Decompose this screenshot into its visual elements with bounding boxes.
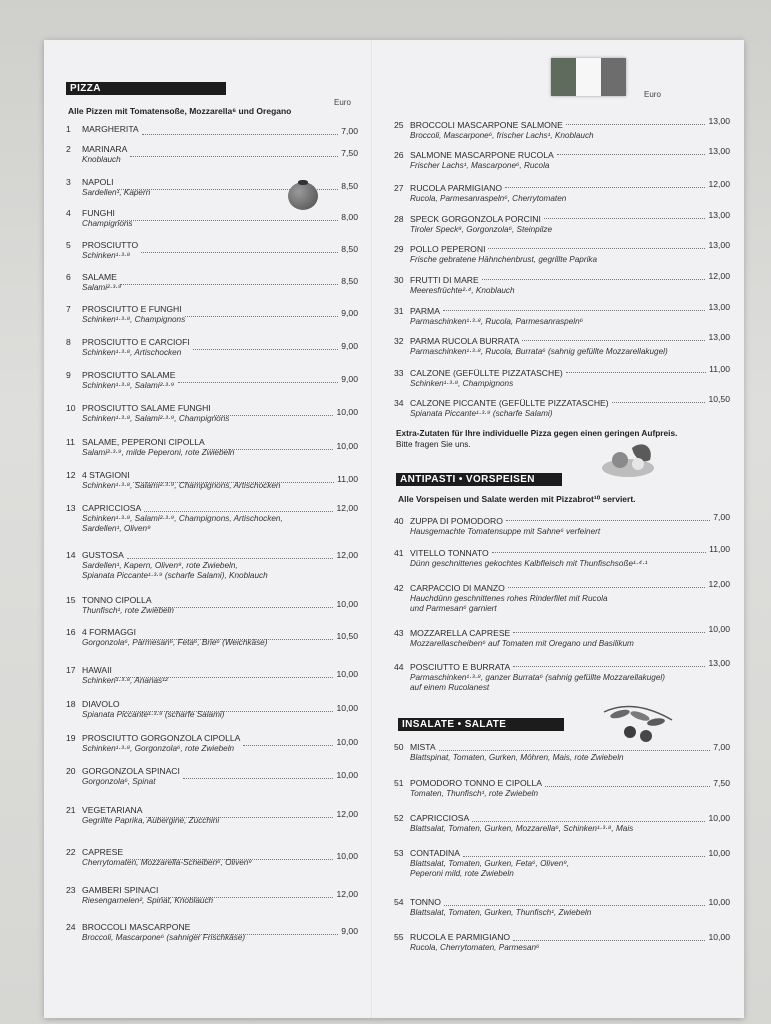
item-number: 29: [394, 244, 404, 254]
item-price: 8,50: [341, 181, 358, 191]
item-number: 13: [66, 503, 76, 513]
item-number: 34: [394, 398, 404, 408]
item-name: PROSCIUTTO: [82, 240, 139, 250]
item-price: 8,50: [341, 276, 358, 286]
item-price: 12,00: [336, 889, 358, 899]
item-description: Schinken¹·³·⁸, Gorgonzola⁶, rote Zwiebeln: [82, 743, 235, 753]
herbs-olives-icon: [600, 702, 676, 746]
item-number: 42: [394, 583, 404, 593]
item-price: 10,00: [708, 897, 730, 907]
item-description: Parmaschinken¹·³·⁸, ganzer Burrata⁶ (sahnig gefüllte Mozzarellakugel): [410, 672, 665, 682]
item-number: 18: [66, 699, 76, 709]
item-description: Rucola, Parmesanraspeln⁶, Cherrytomaten: [410, 193, 567, 203]
item-price: 13,00: [708, 332, 730, 342]
antipasti-intro: Alle Vorspeisen und Salate werden mit Pizzabrot¹⁰ serviert.: [398, 494, 636, 504]
item-number: 55: [394, 932, 404, 942]
item-name: MOZZARELLA CAPRESE: [410, 628, 511, 638]
pizza-heading: PIZZA: [66, 82, 226, 95]
center-fold: [371, 40, 373, 1018]
item-number: 40: [394, 516, 404, 526]
item-name: 4 STAGIONI: [82, 470, 130, 480]
item-description: Cherrytomaten, Mozzarella-Scheiben⁶, Oliven⁹: [82, 857, 252, 867]
item-number: 22: [66, 847, 76, 857]
price-leader: [141, 252, 338, 253]
item-price: 7,00: [713, 742, 730, 752]
item-number: 27: [394, 183, 404, 193]
item-name: SALMONE MASCARPONE RUCOLA: [410, 150, 554, 160]
item-price: 10,00: [708, 932, 730, 942]
item-name: CARPACCIO DI MANZO: [410, 583, 505, 593]
price-leader: [463, 856, 705, 857]
price-leader: [522, 340, 705, 341]
item-description: Frischer Lachs¹, Mascarpone⁶, Rucola: [410, 160, 550, 170]
item-name: CAPRICCIOSA: [410, 813, 470, 823]
item-price: 11,00: [337, 474, 358, 484]
item-number: 10: [66, 403, 76, 413]
item-name: FUNGHI: [82, 208, 115, 218]
item-description: Parmaschinken¹·³·⁸, Rucola, Parmesanraspeln⁶: [410, 316, 584, 326]
item-description: Broccoli, Mascarpone⁶, frischer Lachs¹, Knoblauch: [410, 130, 594, 140]
item-number: 6: [66, 272, 71, 282]
item-description-line2: Peperoni mild, rote Zwiebeln: [410, 869, 514, 878]
price-leader: [492, 552, 706, 553]
item-description: Rucola, Cherrytomaten, Parmesan⁶: [410, 942, 540, 952]
price-leader: [513, 940, 705, 941]
item-number: 7: [66, 304, 71, 314]
price-leader: [118, 220, 338, 221]
item-description: Schinken¹·³·⁸, Ananas¹²: [82, 675, 168, 685]
item-number: 33: [394, 368, 404, 378]
item-price: 13,00: [708, 116, 730, 126]
item-name: SPECK GORGONZOLA PORCINI: [410, 214, 541, 224]
item-name: MISTA: [410, 742, 436, 752]
item-price: 10,50: [708, 394, 730, 404]
item-name: GORGONZOLA SPINACI: [82, 766, 180, 776]
item-name: NAPOLI: [82, 177, 114, 187]
price-leader: [214, 415, 333, 416]
item-number: 21: [66, 805, 76, 815]
item-price: 10,00: [336, 770, 358, 780]
item-price: 9,00: [341, 308, 358, 318]
item-price: 9,00: [341, 341, 358, 351]
item-name: GUSTOSA: [82, 550, 124, 560]
item-name: RUCOLA PARMIGIANO: [410, 183, 503, 193]
item-number: 54: [394, 897, 404, 907]
item-description: Riesengarnelen², Spinat, Knoblauch: [82, 895, 214, 905]
item-number: 16: [66, 627, 76, 637]
item-name: PROSCIUTTO SALAME: [82, 370, 176, 380]
item-number: 8: [66, 337, 71, 347]
item-price: 11,00: [709, 544, 730, 554]
price-leader: [545, 786, 710, 787]
price-leader: [130, 156, 338, 157]
item-number: 4: [66, 208, 71, 218]
extra-toppings-ask: Bitte fragen Sie uns.: [396, 439, 471, 449]
item-description: Schinken¹·³·⁸: [82, 250, 131, 260]
price-leader: [155, 607, 333, 608]
item-name: MARGHERITA: [82, 124, 139, 134]
item-name: VEGETARIANA: [82, 805, 143, 815]
item-name: TONNO: [410, 897, 441, 907]
item-description: Broccoli, Mascarpone⁶ (sahniger Frischkäse): [82, 932, 246, 942]
item-price: 13,00: [708, 146, 730, 156]
item-price: 10,00: [336, 851, 358, 861]
price-leader: [544, 218, 705, 219]
item-number: 31: [394, 306, 404, 316]
item-name: PROSCIUTTO E FUNGHI: [82, 304, 182, 314]
price-leader: [439, 750, 710, 751]
item-number: 43: [394, 628, 404, 638]
item-name: SALAME: [82, 272, 117, 282]
item-description: Blattspinat, Tomaten, Gurken, Möhren, Mais, rote Zwiebeln: [410, 752, 624, 762]
item-number: 1: [66, 124, 71, 134]
item-name: CONTADINA: [410, 848, 460, 858]
item-price: 8,00: [341, 212, 358, 222]
item-number: 14: [66, 550, 76, 560]
antipasti-food-icon: [598, 438, 662, 482]
item-description: Tiroler Speck⁸, Gorgonzola⁶, Steinpilze: [410, 224, 553, 234]
item-price: 10,50: [336, 631, 358, 641]
item-price: 13,00: [708, 658, 730, 668]
item-description: Thunfisch¹, rote Zwiebeln: [82, 605, 174, 615]
item-name: CAPRICCIOSA: [82, 503, 142, 513]
item-price: 10,00: [336, 441, 358, 451]
item-price: 13,00: [708, 210, 730, 220]
item-price: 10,00: [336, 703, 358, 713]
price-leader: [482, 279, 705, 280]
price-leader: [566, 372, 706, 373]
item-number: 51: [394, 778, 404, 788]
item-description: Hauchdünn geschnittenes rohes Rinderfilet mit Rucola: [410, 593, 608, 603]
price-leader: [506, 520, 710, 521]
item-number: 24: [66, 922, 76, 932]
item-name: POLLO PEPERONI: [410, 244, 486, 254]
item-number: 25: [394, 120, 404, 130]
item-price: 13,00: [708, 302, 730, 312]
item-description: Knoblauch: [82, 154, 121, 164]
item-price: 10,00: [336, 599, 358, 609]
price-leader: [243, 745, 333, 746]
item-price: 9,00: [341, 926, 358, 936]
item-name: SALAME, PEPERONI CIPOLLA: [82, 437, 205, 447]
item-price: 9,00: [341, 374, 358, 384]
item-number: 30: [394, 275, 404, 285]
item-price: 13,00: [708, 240, 730, 250]
item-description: Schinken¹·³·⁸, Artischocken: [82, 347, 182, 357]
price-leader: [612, 402, 705, 403]
item-price: 7,50: [713, 778, 730, 788]
item-description-line2: und Parmesan⁶ garniert: [410, 604, 497, 613]
item-description: Sardellen¹, Kapern, Oliven⁹, rote Zwiebeln,: [82, 560, 238, 570]
item-description-line2: Spianata Piccante¹·³·⁹ (scharfe Salami), Knoblauch: [82, 571, 268, 580]
item-price: 12,00: [708, 579, 730, 589]
menu-sheet: [44, 40, 744, 1018]
price-leader: [144, 511, 333, 512]
euro-label-right: Euro: [644, 90, 661, 99]
item-number: 44: [394, 662, 404, 672]
item-name: PROSCIUTTO E CARCIOFI: [82, 337, 190, 347]
item-description: Schinken¹·³·⁸, Champignons: [410, 378, 514, 388]
insalate-heading: INSALATE • SALATE: [398, 718, 564, 731]
item-description: Hausgemachte Tomatensuppe mit Sahne⁶ verfeinert: [410, 526, 601, 536]
item-description: Spianata Piccante¹·³·⁹ (scharfe Salami): [82, 709, 225, 719]
item-description: Blattsalat, Tomaten, Gurken, Mozzarella⁶, Schinken¹·³·⁸, Mais: [410, 823, 634, 833]
item-description: Salami²·³·⁹: [82, 282, 122, 292]
item-number: 28: [394, 214, 404, 224]
item-price: 10,00: [708, 813, 730, 823]
item-description-line2: Sardellen¹, Oliven⁹: [82, 524, 151, 533]
item-description: Blattsalat, Tomaten, Gurken, Feta⁶, Oliven⁹,: [410, 858, 570, 868]
item-number: 41: [394, 548, 404, 558]
item-description: Gorgonzola⁶, Parmesan⁶, Feta⁶, Brie⁶ (Weichkäse): [82, 637, 268, 647]
price-leader: [557, 154, 705, 155]
item-number: 32: [394, 336, 404, 346]
price-leader: [566, 124, 705, 125]
item-name: ZUPPA DI POMODORO: [410, 516, 503, 526]
price-leader: [488, 248, 705, 249]
price-leader: [444, 905, 705, 906]
item-name: CALZONE (GEFÜLLTE PIZZATASCHE): [410, 368, 563, 378]
italian-flag-icon: [551, 58, 626, 96]
price-leader: [513, 666, 705, 667]
item-description: Meeresfrüchte²·⁴, Knoblauch: [410, 285, 515, 295]
price-leader: [120, 284, 338, 285]
item-number: 19: [66, 733, 76, 743]
price-leader: [142, 134, 338, 135]
item-price: 10,00: [336, 669, 358, 679]
item-description: Dünn geschnittenes gekochtes Kalbfleisch mit Thunfischsoße¹·⁴·¹: [410, 558, 648, 568]
item-name: POMODORO TONNO E CIPOLLA: [410, 778, 542, 788]
item-name: RUCOLA E PARMIGIANO: [410, 932, 511, 942]
item-number: 50: [394, 742, 404, 752]
item-name: VITELLO TONNATO: [410, 548, 489, 558]
item-name: BROCCOLI MASCARPONE: [82, 922, 191, 932]
item-price: 12,00: [336, 550, 358, 560]
item-number: 9: [66, 370, 71, 380]
price-leader: [183, 778, 333, 779]
item-description: Spianata Piccante¹·³·⁹ (scharfe Salami): [410, 408, 553, 418]
price-leader: [505, 187, 705, 188]
price-leader: [513, 632, 705, 633]
item-number: 15: [66, 595, 76, 605]
item-description: Sardellen¹, Kapern: [82, 187, 151, 197]
price-leader: [443, 310, 705, 311]
item-name: HAWAII: [82, 665, 112, 675]
item-name: FRUTTI DI MARE: [410, 275, 479, 285]
item-price: 10,00: [708, 848, 730, 858]
item-price: 11,00: [709, 364, 730, 374]
item-name: MARINARA: [82, 144, 128, 154]
item-name: PROSCIUTTO GORGONZOLA CIPOLLA: [82, 733, 241, 743]
item-name: 4 FORMAGGI: [82, 627, 136, 637]
item-description: Schinken¹·³·⁸, Salami²·³·⁹, Champignons, Artischocken: [82, 480, 281, 490]
item-number: 12: [66, 470, 76, 480]
item-description: Schinken¹·³·⁸, Champignons: [82, 314, 186, 324]
item-price: 12,00: [708, 179, 730, 189]
item-description: Champignons: [82, 218, 133, 228]
item-name: BROCCOLI MASCARPONE SALMONE: [410, 120, 563, 130]
price-leader: [193, 349, 338, 350]
item-name: CAPRESE: [82, 847, 124, 857]
item-name: PROSCIUTTO SALAME FUNGHI: [82, 403, 211, 413]
item-name: DIAVOLO: [82, 699, 120, 709]
item-name: GAMBERI SPINACI: [82, 885, 159, 895]
item-name: TONNO CIPOLLA: [82, 595, 152, 605]
item-name: PARMA: [410, 306, 440, 316]
euro-label: Euro: [334, 98, 351, 107]
item-description: Schinken¹·³·⁸, Salami²·³·⁹, Champignons, Artischocken,: [82, 513, 283, 523]
item-price: 12,00: [336, 809, 358, 819]
item-description: Schinken¹·³·⁸, Salami²·³·⁹, Champignons: [82, 413, 230, 423]
item-description: Gorgonzola⁶, Spinat: [82, 776, 156, 786]
item-number: 11: [66, 437, 75, 447]
price-leader: [508, 587, 705, 588]
item-description: Parmaschinken¹·³·⁸, Rucola, Burrata⁶ (sahnig gefüllte Mozzarellakugel): [410, 346, 668, 356]
item-number: 5: [66, 240, 71, 250]
item-number: 26: [394, 150, 404, 160]
item-number: 20: [66, 766, 76, 776]
item-number: 17: [66, 665, 76, 675]
item-price: 7,00: [341, 126, 358, 136]
item-description: Frische gebratene Hähnchenbrust, gegrillte Paprika: [410, 254, 598, 264]
item-name: POSCIUTTO E BURRATA: [410, 662, 511, 672]
item-description-line2: auf einem Rucolanest: [410, 683, 490, 692]
item-price: 10,00: [336, 737, 358, 747]
price-leader: [127, 558, 333, 559]
item-price: 10,00: [708, 624, 730, 634]
item-number: 3: [66, 177, 71, 187]
extra-toppings-bold: Extra-Zutaten für Ihre individuelle Pizza gegen einen geringen Aufpreis.: [396, 428, 678, 438]
item-price: 8,50: [341, 244, 358, 254]
price-leader: [472, 821, 705, 822]
price-leader: [178, 382, 338, 383]
price-leader: [185, 316, 338, 317]
pizza-intro: Alle Pizzen mit Tomatensoße, Mozzarella⁶ und Oregano: [68, 106, 292, 116]
item-description: Schinken¹·³·⁸, Salami²·³·⁹: [82, 380, 175, 390]
item-name: PARMA RUCOLA BURRATA: [410, 336, 520, 346]
item-description: Gegrillte Paprika, Aubergine, Zucchini: [82, 815, 220, 825]
antipasti-heading: ANTIPASTI • VORSPEISEN: [396, 473, 562, 486]
item-description: Salami²·³·⁹, milde Peperoni, rote Zwiebeln: [82, 447, 235, 457]
item-number: 52: [394, 813, 404, 823]
item-name: CALZONE PICCANTE (GEFÜLLTE PIZZATASCHE): [410, 398, 609, 408]
item-number: 23: [66, 885, 76, 895]
item-price: 7,50: [341, 148, 358, 158]
item-description: Blattsalat, Tomaten, Gurken, Thunfisch¹, Zwiebeln: [410, 907, 592, 917]
item-number: 53: [394, 848, 404, 858]
item-price: 7,00: [713, 512, 730, 522]
tomato-icon: [288, 182, 318, 210]
tomato-stem-icon: [298, 180, 308, 185]
item-description: Mozzarellascheiben⁶ auf Tomaten mit Oregano und Basilikum: [410, 638, 634, 648]
item-price: 12,00: [336, 503, 358, 513]
item-price: 12,00: [708, 271, 730, 281]
item-number: 2: [66, 144, 71, 154]
item-description: Tomaten, Thunfisch¹, rote Zwiebeln: [410, 788, 539, 798]
item-price: 10,00: [336, 407, 358, 417]
